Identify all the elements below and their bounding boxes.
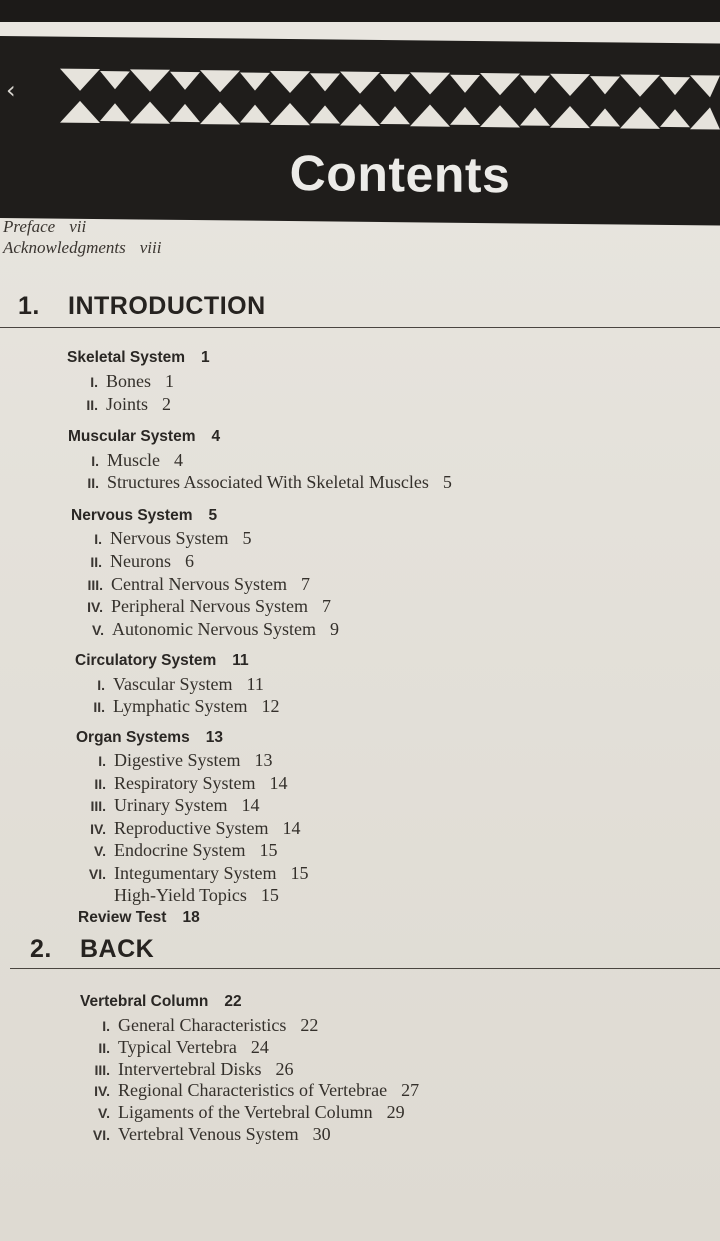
toc-item: III. Central Nervous System 7 [87,574,310,594]
section-heading: Organ Systems 13 [76,729,223,746]
toc-item: II. Joints 2 [86,394,172,414]
section-heading: Circulatory System 11 [75,652,249,669]
chapter-heading: 1. INTRODUCTION [18,292,266,320]
toc-item: V. Endocrine System 15 [94,840,278,860]
toc-item: V. Autonomic Nervous System 9 [92,619,339,639]
chapter-heading: 2. BACK [30,935,155,963]
section-heading: Vertebral Column 22 [80,993,242,1010]
toc-item: V. Ligaments of the Vertebral Column 29 [98,1102,405,1122]
toc-item: VI. Vertebral Venous System 30 [92,1124,331,1144]
toc-entry-preface: Preface vii [3,217,87,236]
chevron-left-icon: ‹ [6,76,16,105]
toc-item: IV. Regional Characteristics of Vertebrae 27 [94,1080,420,1100]
toc-item: VI. Integumentary System 15 [88,863,309,883]
toc-item: High-Yield Topics 15 [114,885,279,905]
diamond-pattern [0,60,720,138]
header-band [0,36,720,226]
section-heading: Muscular System 4 [68,428,221,445]
toc-item: I. Muscle 4 [91,450,183,470]
toc-item: III. Intervertebral Disks 26 [94,1059,294,1079]
toc-item: IV. Peripheral Nervous System 7 [87,596,331,616]
section-heading: Review Test 18 [78,909,200,926]
section-heading: Skeletal System 1 [67,349,210,366]
toc-entry-acknowledgments: Acknowledgments viii [3,238,162,257]
toc-item: II. Lymphatic System 12 [93,696,280,716]
toc-item: I. Digestive System 13 [98,750,273,770]
chapter-rule [10,968,720,969]
toc-item: I. Bones 1 [90,371,174,391]
toc-item: III. Urinary System 14 [90,795,260,815]
page-title: Contents [289,145,511,204]
toc-item: II. Typical Vertebra 24 [98,1037,269,1057]
toc-item: II. Neurons 6 [90,551,194,571]
toc-item: I. Vascular System 11 [97,674,264,694]
toc-item: IV. Reproductive System 14 [90,818,301,838]
chapter-rule [0,327,720,328]
book-page [0,22,720,1241]
toc-item: I. Nervous System 5 [94,528,252,548]
toc-item: I. General Characteristics 22 [102,1015,319,1035]
section-heading: Nervous System 5 [71,507,218,524]
toc-item: II. Structures Associated With Skeletal Muscles 5 [87,472,452,492]
toc-item: II. Respiratory System 14 [94,773,288,793]
